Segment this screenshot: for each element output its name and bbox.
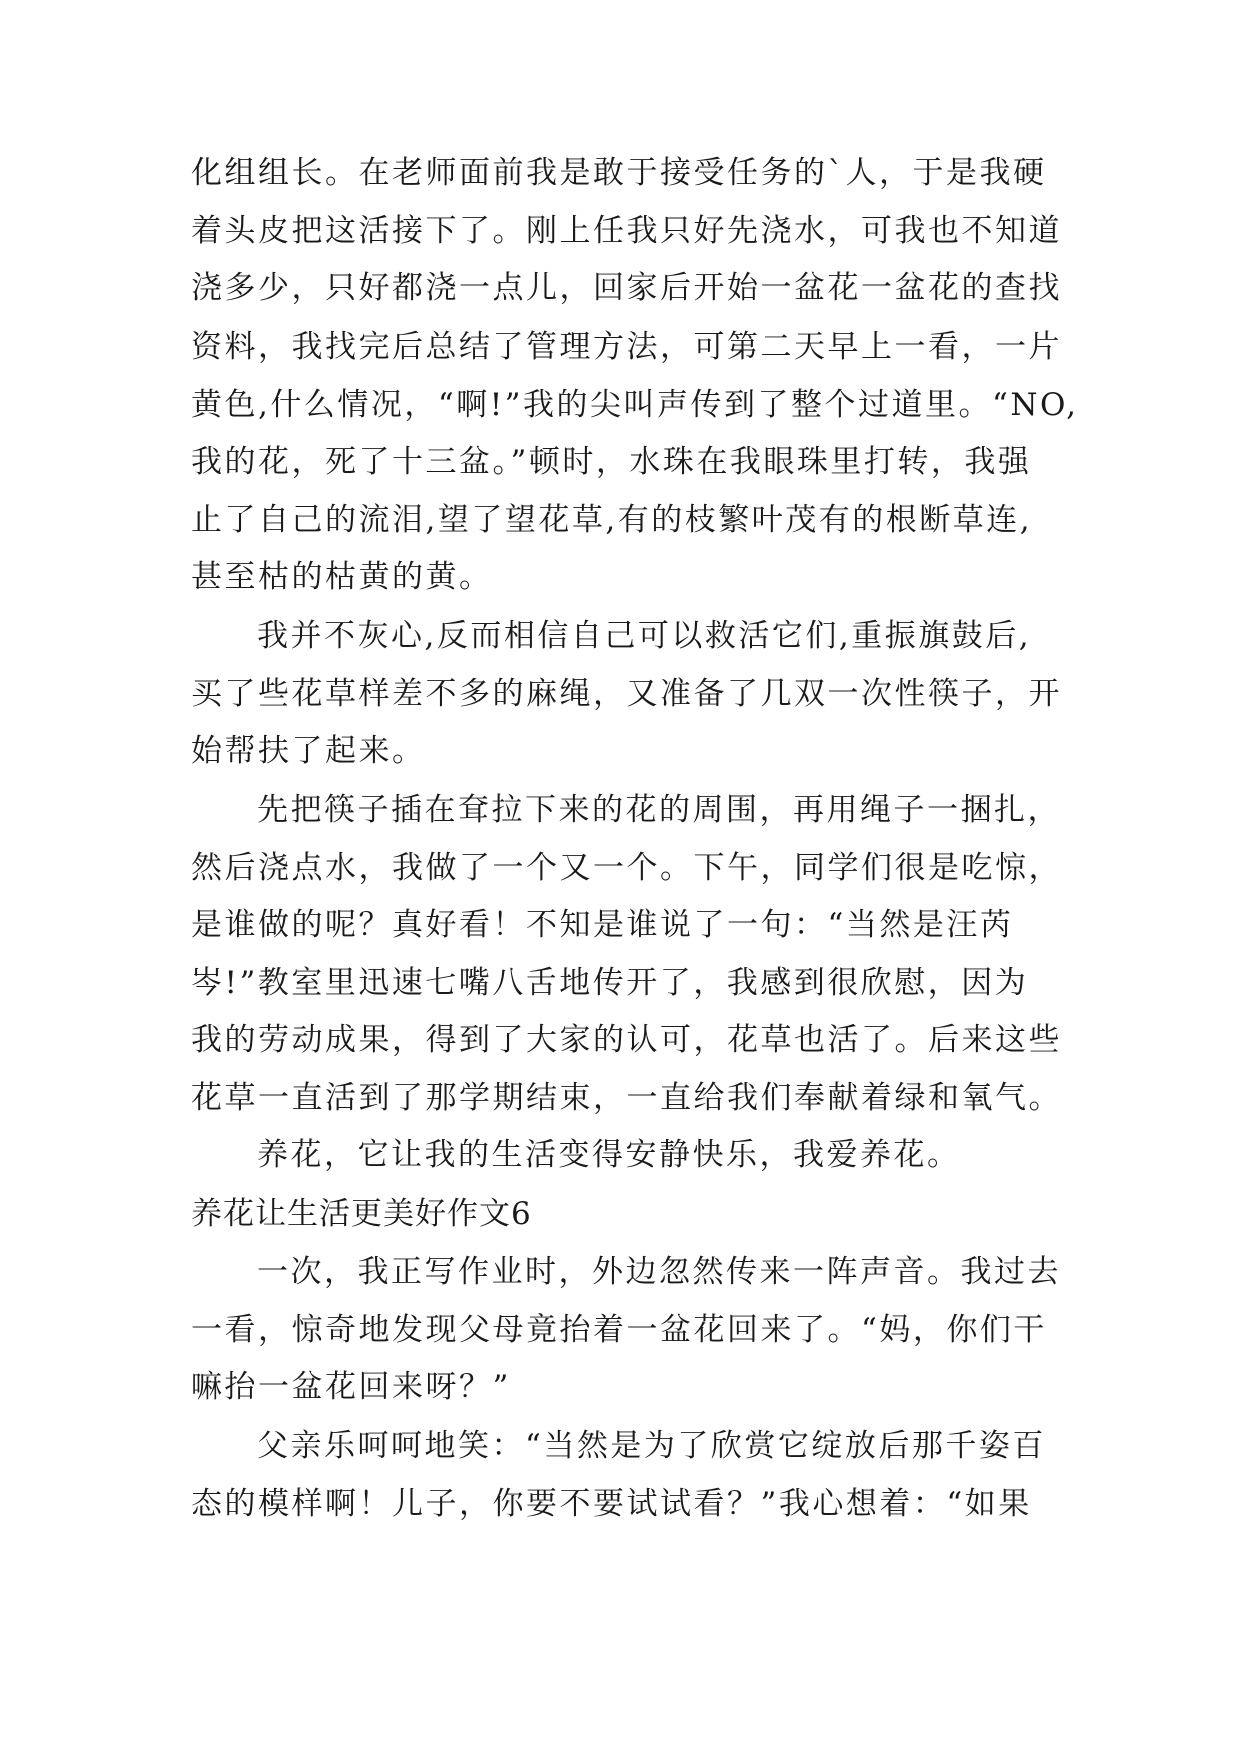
text-line: 着头皮把这活接下了。刚上任我只好先浇水，可我也不知道 <box>191 213 1062 249</box>
text-line: 然后浇点水，我做了一个又一个。下午，同学们很是吃惊， <box>191 850 1062 886</box>
text-line: 是谁做的呢？真好看！不知是谁说了一句：“当然是汪芮 <box>191 907 1014 943</box>
text-line: 岑!”教室里迅速七嘴八舌地传开了，我感到很欣慰，因为 <box>191 965 1029 1001</box>
text-line: 一看，惊奇地发现父母竟抬着一盆花回来了。“妈，你们干 <box>191 1312 1047 1348</box>
text-line: 花草一直活到了那学期结束，一直给我们奉献着绿和氧气。 <box>191 1080 1062 1116</box>
text-line: 浇多少，只好都浇一点儿，回家后开始一盆花一盆花的查找 <box>191 270 1062 306</box>
text-line: 资料，我找完后总结了管理方法，可第二天早上一看，一片 <box>191 329 1062 365</box>
text-line: 止了自己的流泪,望了望花草,有的枝繁叶茂有的根断草连, <box>191 502 1033 538</box>
text-line: 黄色,什么情况，“啊!”我的尖叫声传到了整个过道里。“NO, <box>191 387 1079 423</box>
text-line: 甚至枯的枯黄的黄。 <box>191 559 493 595</box>
text-line: 始帮扶了起来。 <box>191 733 426 769</box>
paragraph-first-line: 我并不灰心,反而相信自己可以救活它们,重振旗鼓后, <box>257 618 1032 654</box>
text-line: 我的花，死了十三盆。”顿时，水珠在我眼珠里打转，我强 <box>191 444 1032 480</box>
paragraph-first-line: 一次，我正写作业时，外边忽然传来一阵声音。我过去 <box>257 1254 1061 1290</box>
text-line: 化组组长。在老师面前我是敢于接受任务的`人，于是我硬 <box>191 155 1047 191</box>
text-line: 我的劳动成果，得到了大家的认可，花草也活了。后来这些 <box>191 1022 1062 1058</box>
section-heading: 养花让生活更美好作文6 <box>191 1196 532 1232</box>
text-line: 嘛抬一盆花回来呀？” <box>191 1369 511 1405</box>
text-line: 态的模样啊！儿子，你要不要试试看？”我心想着：“如果 <box>191 1486 1032 1522</box>
paragraph-first-line: 先把筷子插在耷拉下来的花的周围，再用绳子一捆扎， <box>257 792 1061 828</box>
paragraph-first-line: 父亲乐呵呵地笑：“当然是为了欣赏它绽放后那千姿百 <box>257 1428 1046 1464</box>
text-line: 买了些花草样差不多的麻绳，又准备了几双一次性筷子，开 <box>191 676 1062 712</box>
paragraph-first-line: 养花，它让我的生活变得安静快乐，我爱养花。 <box>257 1137 961 1173</box>
